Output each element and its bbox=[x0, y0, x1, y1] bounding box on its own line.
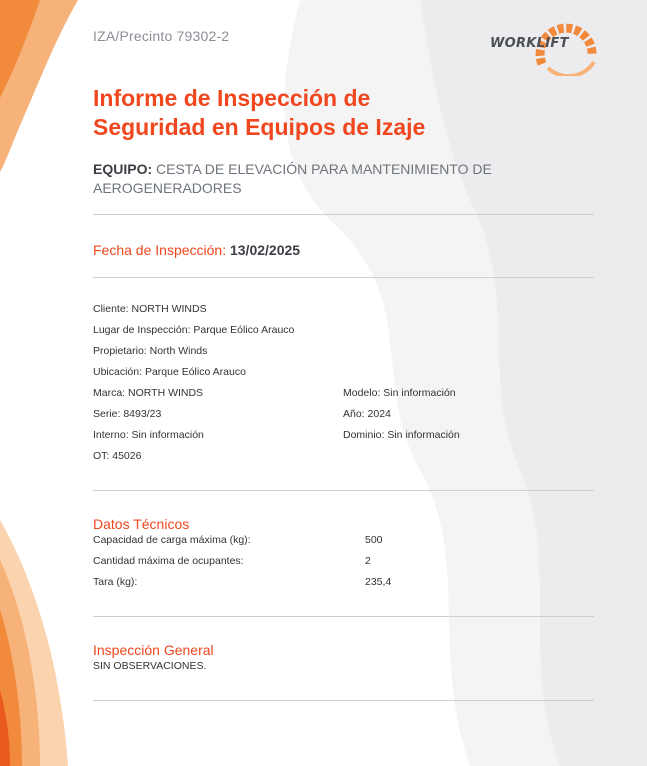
info-lugar: Lugar de Inspección: Parque Eólico Arauco bbox=[93, 324, 295, 336]
title-line-1: Informe de Inspección de bbox=[93, 85, 371, 111]
spec-value-ocupantes: 2 bbox=[365, 555, 371, 567]
inspeccion-general-text: SIN OBSERVACIONES. bbox=[93, 660, 207, 672]
worklift-logo bbox=[490, 12, 600, 76]
logo-text: WORKLIFT bbox=[490, 36, 569, 51]
info-propietario: Propietario: North Winds bbox=[93, 345, 208, 357]
spec-value-capacidad: 500 bbox=[365, 534, 383, 546]
inspeccion-general-title: Inspección General bbox=[93, 642, 214, 658]
fecha-block bbox=[93, 242, 300, 258]
report-title bbox=[93, 84, 513, 142]
info-serie: Serie: 8493/23 bbox=[93, 408, 162, 420]
fecha-label: Fecha de Inspección: bbox=[93, 242, 227, 258]
fecha-value: 13/02/2025 bbox=[229, 242, 301, 258]
spec-value-tara: 235,4 bbox=[365, 576, 392, 588]
info-dominio: Dominio: Sin información bbox=[343, 429, 460, 441]
info-marca: Marca: NORTH WINDS bbox=[93, 387, 204, 399]
divider bbox=[93, 616, 594, 617]
spec-label-ocupantes: Cantidad máxima de ocupantes: bbox=[93, 555, 244, 567]
divider bbox=[93, 277, 594, 278]
equipo-value: CESTA DE ELEVACIÓN PARA MANTENIMIENTO DE AEROGENERADORES bbox=[93, 161, 492, 196]
info-anio: Año: 2024 bbox=[343, 408, 391, 420]
title-line-2: Seguridad en Equipos de Izaje bbox=[93, 114, 426, 140]
divider bbox=[93, 214, 594, 215]
info-modelo: Modelo: Sin información bbox=[343, 387, 456, 399]
spec-label-capacidad: Capacidad de carga máxima (kg): bbox=[93, 534, 251, 546]
divider bbox=[93, 490, 594, 491]
equipo-block bbox=[93, 160, 533, 198]
info-ubicacion: Ubicación: Parque Eólico Arauco bbox=[93, 366, 246, 378]
datos-tecnicos-title: Datos Técnicos bbox=[93, 516, 190, 532]
divider bbox=[93, 700, 594, 701]
info-interno: Interno: Sin información bbox=[93, 429, 204, 441]
info-ot: OT: 45026 bbox=[93, 450, 142, 462]
equipo-label: EQUIPO: bbox=[93, 161, 153, 177]
spec-label-tara: Tara (kg): bbox=[93, 576, 138, 588]
precinto-code: IZA/Precinto 79302-2 bbox=[93, 28, 230, 44]
info-cliente: Cliente: NORTH WINDS bbox=[93, 303, 207, 315]
